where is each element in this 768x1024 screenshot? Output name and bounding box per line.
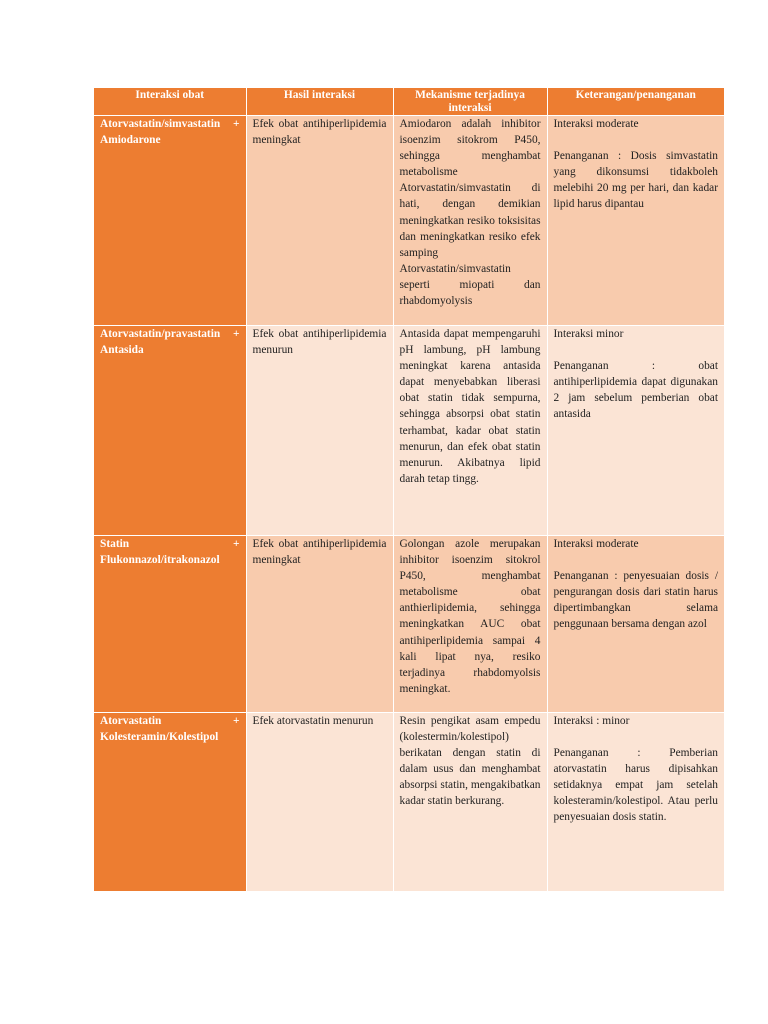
table-row bbox=[94, 116, 724, 326]
header-drug-interaction: Interaksi obat bbox=[94, 88, 246, 116]
notes-cell bbox=[547, 116, 724, 326]
drug-pair-cell: Atorvastatin/pravastatin + Antasida bbox=[94, 326, 246, 536]
mechanism-cell: Resin pengikat asam empedu (kolestermin/kolestipol) berikatan dengan statin di dalam usus dan menghambat absorpsi statin, mengakibatkan kadar statin berkurang. bbox=[393, 713, 547, 892]
header-mechanism: Mekanisme terjadinya interaksi bbox=[393, 88, 547, 116]
handling-text: Penanganan : Dosis simvastatin yang dikonsumsi tidakboleh melebihi 20 mg per hari, dan kadar lipid harus dipantau bbox=[553, 150, 718, 211]
result-cell: Efek obat antihiperlipidemia meningkat bbox=[246, 536, 393, 713]
handling-text: Penanganan : Pemberian atorvastatin harus dipisahkan setidaknya empat jam setelah kolesteramin/kolestipol. Atau perlu penyesuaian dosis statin. bbox=[553, 747, 718, 824]
mechanism-cell: Golongan azole merupakan inhibitor isoenzim sitokrol P450, menghambat metabolisme obat anthierlipidemia, sehingga meningkatkan AUC obat antihiperlipidemia sampai 4 kali lipat nya, resiko terjadinya rhabdomyolsis meningkat. bbox=[393, 536, 547, 713]
notes-cell bbox=[547, 713, 724, 892]
table-row bbox=[94, 713, 724, 892]
header-notes-handling: Keterangan/penanganan bbox=[547, 88, 724, 116]
interaction-level: Interaksi : minor bbox=[553, 715, 630, 727]
drug-pair-cell: Statin + Flukonnazol/itrakonazol bbox=[94, 536, 246, 713]
interaction-level: Interaksi moderate bbox=[553, 538, 639, 550]
interaction-level: Interaksi moderate bbox=[553, 118, 639, 130]
notes-cell bbox=[547, 326, 724, 536]
header-interaction-result: Hasil interaksi bbox=[246, 88, 393, 116]
handling-text: Penanganan : obat antihiperlipidemia dapat digunakan 2 jam sebelum pemberian obat antasida bbox=[553, 360, 718, 421]
notes-cell bbox=[547, 536, 724, 713]
drug-interaction-table bbox=[94, 88, 724, 892]
result-cell: Efek obat antihiperlipidemia menurun bbox=[246, 326, 393, 536]
table-body bbox=[94, 116, 724, 892]
table-header bbox=[94, 88, 724, 116]
mechanism-cell: Amiodaron adalah inhibitor isoenzim sitokrom P450, sehingga menghambat metabolisme Atorvastatin/simvastatin di hati, dengan demikian meningkatkan resiko toksisitas dan meningkatkan resiko efek samping Atorvastatin/simvastatin seperti miopati dan rhabdomyolysis bbox=[393, 116, 547, 326]
drug-pair-cell: Atorvastatin + Kolesteramin/Kolestipol bbox=[94, 713, 246, 892]
drug-pair-cell: Atorvastatin/simvastatin + Amiodarone bbox=[94, 116, 246, 326]
interaction-level: Interaksi minor bbox=[553, 328, 624, 340]
result-cell: Efek atorvastatin menurun bbox=[246, 713, 393, 892]
handling-text: Penanganan : penyesuaian dosis / pengurangan dosis dari statin harus dipertimbangkan selama penggunaan bersama dengan azol bbox=[553, 570, 718, 631]
table-row bbox=[94, 326, 724, 536]
header-row bbox=[94, 88, 724, 116]
table-row bbox=[94, 536, 724, 713]
mechanism-cell: Antasida dapat mempengaruhi pH lambung, pH lambung meningkat karena antasida dapat menyebabkan liberasi obat statin tidak sempurna, sehingga absorpsi obat statin terhambat, kadar obat statin menurun, dan efek obat statin menurun. Akibatnya lipid darah tetap tingg. bbox=[393, 326, 547, 536]
result-cell: Efek obat antihiperlipidemia meningkat bbox=[246, 116, 393, 326]
